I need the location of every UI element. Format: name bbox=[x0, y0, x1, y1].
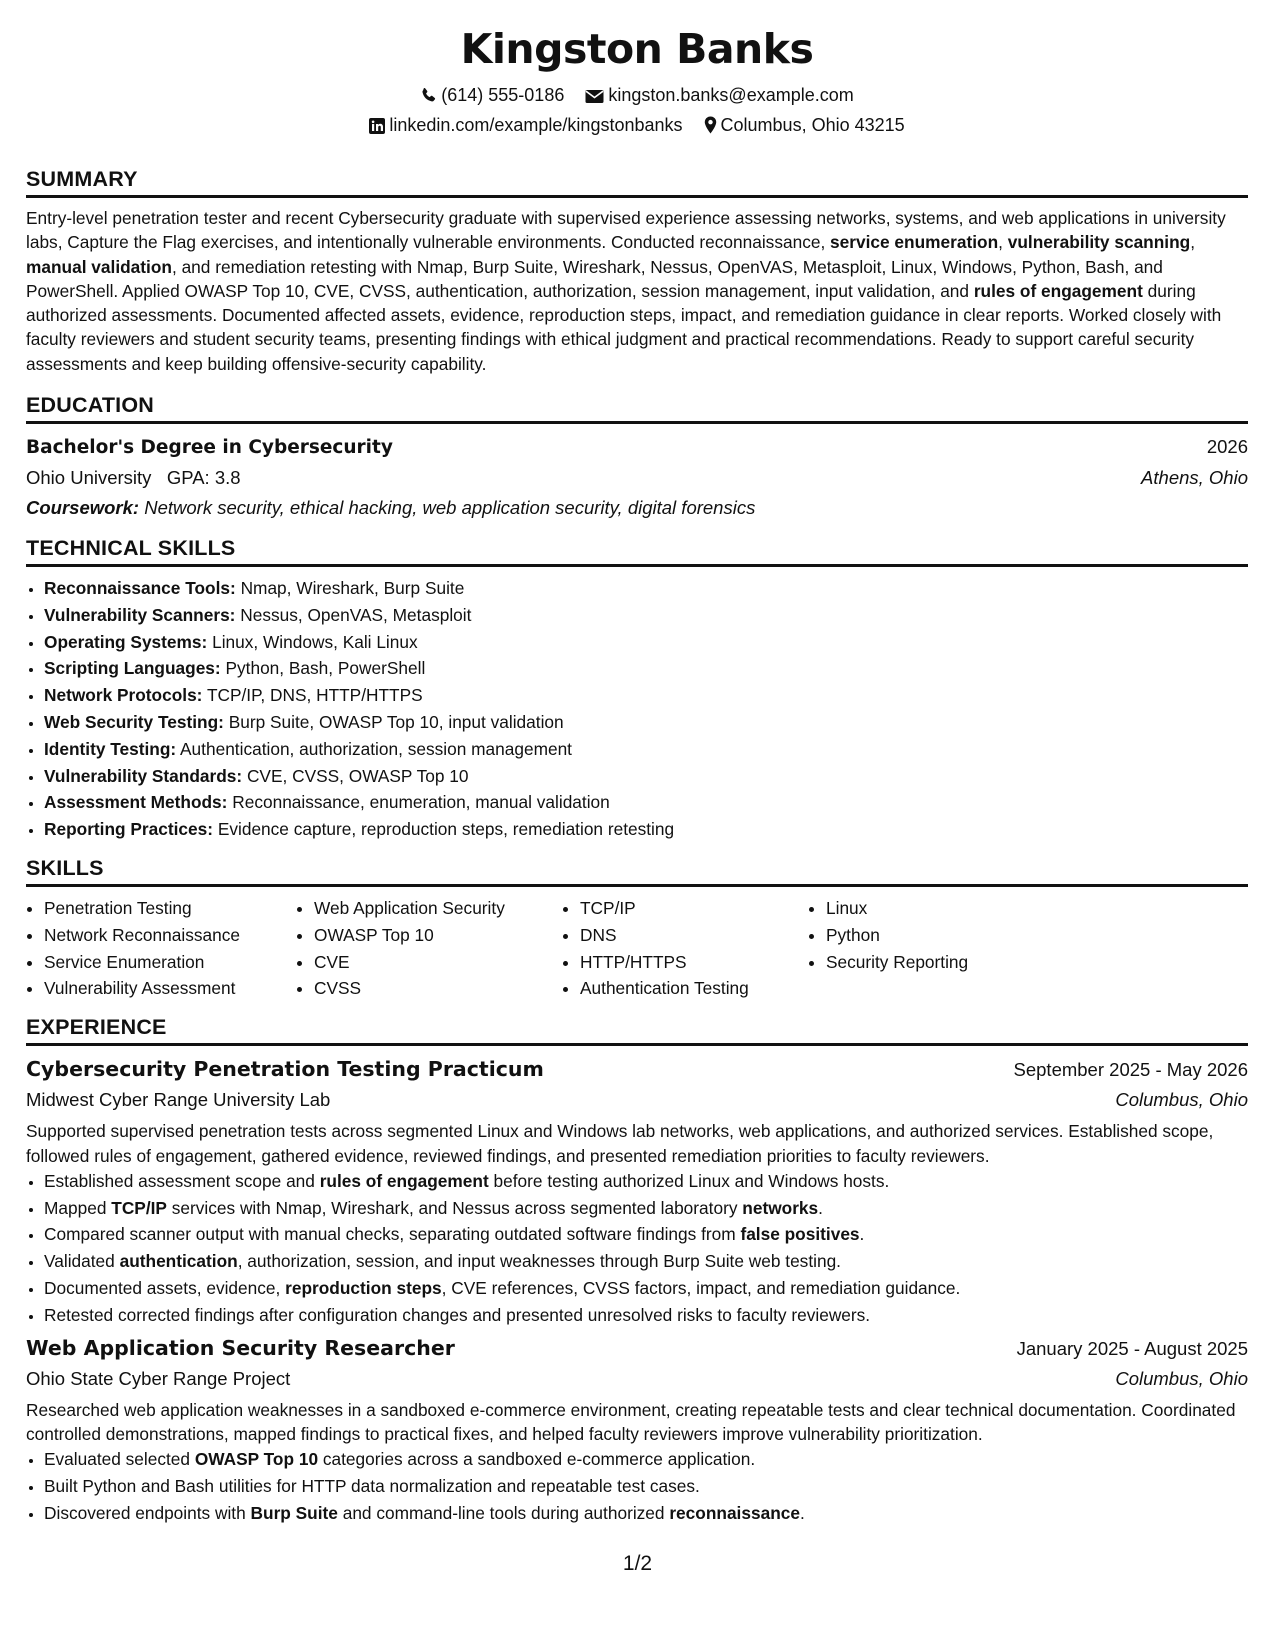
list-item: • Web Application Security bbox=[314, 895, 562, 922]
linkedin-contact[interactable]: linkedin.com/example/kingstonbanks bbox=[369, 110, 682, 140]
skills-column-2 bbox=[296, 895, 562, 1002]
list-item: • Web Security Testing: Burp Suite, OWASP Top 10, input validation bbox=[44, 709, 1248, 736]
job-org-row bbox=[26, 1085, 1248, 1115]
summary-section bbox=[26, 166, 1248, 376]
list-item: • CVE bbox=[314, 949, 562, 976]
list-item: • Vulnerability Scanners: Nessus, OpenVAS, Metasploit bbox=[44, 602, 1248, 629]
school-info bbox=[26, 463, 241, 493]
skills-column-4 bbox=[808, 895, 1046, 1002]
degree-name: Bachelor's Degree in Cybersecurity bbox=[26, 437, 393, 459]
list-item: • Reporting Practices: Evidence capture, reproduction steps, remediation retesting bbox=[44, 816, 1248, 843]
section-title-education: EDUCATION bbox=[26, 392, 1248, 424]
envelope-icon bbox=[585, 89, 604, 104]
coursework bbox=[26, 493, 1248, 523]
list-item: • Operating Systems: Linux, Windows, Kali Linux bbox=[44, 629, 1248, 656]
list-item: • Built Python and Bash utilities for HTTP data normalization and repeatable test cases. bbox=[44, 1473, 1248, 1500]
education-degree-row bbox=[26, 432, 1248, 463]
skills-section bbox=[26, 855, 1248, 1002]
job-location: Columbus, Ohio bbox=[1115, 1089, 1248, 1111]
list-item: • Network Protocols: TCP/IP, DNS, HTTP/HTTPS bbox=[44, 682, 1248, 709]
list-item: • Mapped TCP/IP services with Nmap, Wireshark, and Nessus across segmented laboratory networks. bbox=[44, 1195, 1248, 1222]
email-contact[interactable]: kingston.banks@example.com bbox=[585, 80, 853, 110]
list-item: • Linux bbox=[826, 895, 1046, 922]
list-item: • Reconnaissance Tools: Nmap, Wireshark, Burp Suite bbox=[44, 575, 1248, 602]
job-bullets bbox=[26, 1168, 1248, 1329]
job-location: Columbus, Ohio bbox=[1115, 1367, 1248, 1389]
skills-columns bbox=[26, 895, 1248, 1002]
section-title-summary: SUMMARY bbox=[26, 166, 1248, 198]
job-dates: January 2025 - August 2025 bbox=[1016, 1337, 1248, 1359]
page-number: 1/2 bbox=[622, 1552, 653, 1575]
location-contact: Columbus, Ohio 43215 bbox=[704, 110, 905, 140]
skills-column-3 bbox=[562, 895, 808, 1002]
coursework-list: Network security, ethical hacking, web application security, digital forensics bbox=[144, 497, 756, 519]
list-item: • Scripting Languages: Python, Bash, PowerShell bbox=[44, 655, 1248, 682]
section-title-technical-skills: TECHNICAL SKILLS bbox=[26, 535, 1248, 567]
list-item: • CVSS bbox=[314, 975, 562, 1002]
contact-row-2 bbox=[26, 110, 1248, 140]
graduation-year: 2026 bbox=[1206, 436, 1248, 458]
list-item: • Python bbox=[826, 922, 1046, 949]
list-item: • Compared scanner output with manual checks, separating outdated software findings from false positives. bbox=[44, 1221, 1248, 1248]
list-item: • Assessment Methods: Reconnaissance, enumeration, manual validation bbox=[44, 789, 1248, 816]
list-item: • DNS bbox=[580, 922, 808, 949]
school-name: Ohio University bbox=[26, 467, 152, 489]
section-title-experience: EXPERIENCE bbox=[26, 1014, 1248, 1046]
list-item: • Vulnerability Assessment bbox=[44, 975, 296, 1002]
list-item: • Network Reconnaissance bbox=[44, 922, 296, 949]
list-item: • Evaluated selected OWASP Top 10 categories across a sandboxed e-commerce application. bbox=[44, 1446, 1248, 1473]
job-dates: September 2025 - May 2026 bbox=[1013, 1059, 1248, 1081]
school-location: Athens, Ohio bbox=[1141, 467, 1248, 489]
job-header-row bbox=[26, 1333, 1248, 1364]
list-item: • Discovered endpoints with Burp Suite and command-line tools during authorized reconnaissance. bbox=[44, 1500, 1248, 1527]
coursework-label: Coursework: bbox=[26, 497, 140, 519]
list-item: • Validated authentication, authorization, session, and input weaknesses through Burp Suite web testing. bbox=[44, 1248, 1248, 1275]
list-item: • Identity Testing: Authentication, authorization, session management bbox=[44, 736, 1248, 763]
gpa: GPA: 3.8 bbox=[166, 467, 241, 489]
list-item: • Service Enumeration bbox=[44, 949, 296, 976]
list-item: • Security Reporting bbox=[826, 949, 1046, 976]
section-title-skills: SKILLS bbox=[26, 855, 1248, 887]
list-item: • Retested corrected findings after configuration changes and presented unresolved risks to faculty reviewers. bbox=[44, 1302, 1248, 1329]
contact-row-1 bbox=[26, 80, 1248, 110]
job-description: Supported supervised penetration tests across segmented Linux and Windows lab networks, web applications, and authorized services. Established scope, followed rules of engagement, gathered evidence, reviewed findings, and presented remediation priorities to faculty reviewers. bbox=[26, 1121, 1214, 1166]
list-item: • Authentication Testing bbox=[580, 975, 808, 1002]
job-organization: Ohio State Cyber Range Project bbox=[26, 1367, 291, 1389]
technical-skills-section bbox=[26, 535, 1248, 843]
list-item: • OWASP Top 10 bbox=[314, 922, 562, 949]
job-org-row bbox=[26, 1364, 1248, 1394]
skills-column-1 bbox=[26, 895, 296, 1002]
resume-header bbox=[26, 24, 1248, 140]
linkedin-icon bbox=[369, 118, 385, 134]
list-item: • Vulnerability Standards: CVE, CVSS, OWASP Top 10 bbox=[44, 763, 1248, 790]
job-entry bbox=[26, 1333, 1248, 1527]
job-title: Web Application Security Researcher bbox=[26, 1335, 455, 1360]
job-title: Cybersecurity Penetration Testing Practicum bbox=[26, 1057, 544, 1082]
job-bullets bbox=[26, 1446, 1248, 1526]
phone-contact: (614) 555-0186 bbox=[420, 80, 564, 110]
job-description: Researched web application weaknesses in a sandboxed e-commerce environment, creating repeatable tests and clear technical documentation. Coordinated controlled demonstrations, mapped findings to practical fixes, and helped faculty reviewers improve vulnerability prioritization. bbox=[26, 1399, 1236, 1444]
map-pin-icon bbox=[704, 116, 717, 134]
candidate-name: Kingston Banks bbox=[460, 25, 814, 73]
job-entry bbox=[26, 1054, 1248, 1328]
education-section bbox=[26, 392, 1248, 523]
list-item: • Penetration Testing bbox=[44, 895, 296, 922]
list-item: • Established assessment scope and rules of engagement before testing authorized Linux and Windows hosts. bbox=[44, 1168, 1248, 1195]
phone-icon bbox=[420, 87, 437, 104]
education-school-row bbox=[26, 463, 1248, 493]
experience-section bbox=[26, 1014, 1248, 1526]
list-item: • HTTP/HTTPS bbox=[580, 949, 808, 976]
resume-page bbox=[26, 20, 1248, 1531]
job-header-row bbox=[26, 1054, 1248, 1085]
list-item: • TCP/IP bbox=[580, 895, 808, 922]
technical-skills-list bbox=[26, 575, 1248, 843]
summary-text: Entry-level penetration tester and recent Cybersecurity graduate with supervised experience assessing networks, systems, and web applications in university labs, Capture the Flag exercises, and intentionally vulnerable environments. Conducted reconnaissance, service enumeration, vulnerability scanning, manual validation, and remediation retesting with Nmap, Burp Suite, Wireshark, Nessus, OpenVAS, Metasploit, Linux, Windows, Python, Bash, and PowerShell. Applied OWASP Top 10, CVE, CVSS, authentication, authorization, session management, input validation, and rules of engagement during authorized assessments. Documented affected assets, evidence, reproduction steps, impact, and remediation guidance in clear reports. Worked closely with faculty reviewers and student security teams, presenting findings with ethical judgment and practical recommendations. Ready to support careful security assessments and keep building offensive-security capability. bbox=[26, 208, 1226, 374]
list-item: • Documented assets, evidence, reproduction steps, CVE references, CVSS factors, impact, and remediation guidance. bbox=[44, 1275, 1248, 1302]
job-organization: Midwest Cyber Range University Lab bbox=[26, 1089, 331, 1111]
